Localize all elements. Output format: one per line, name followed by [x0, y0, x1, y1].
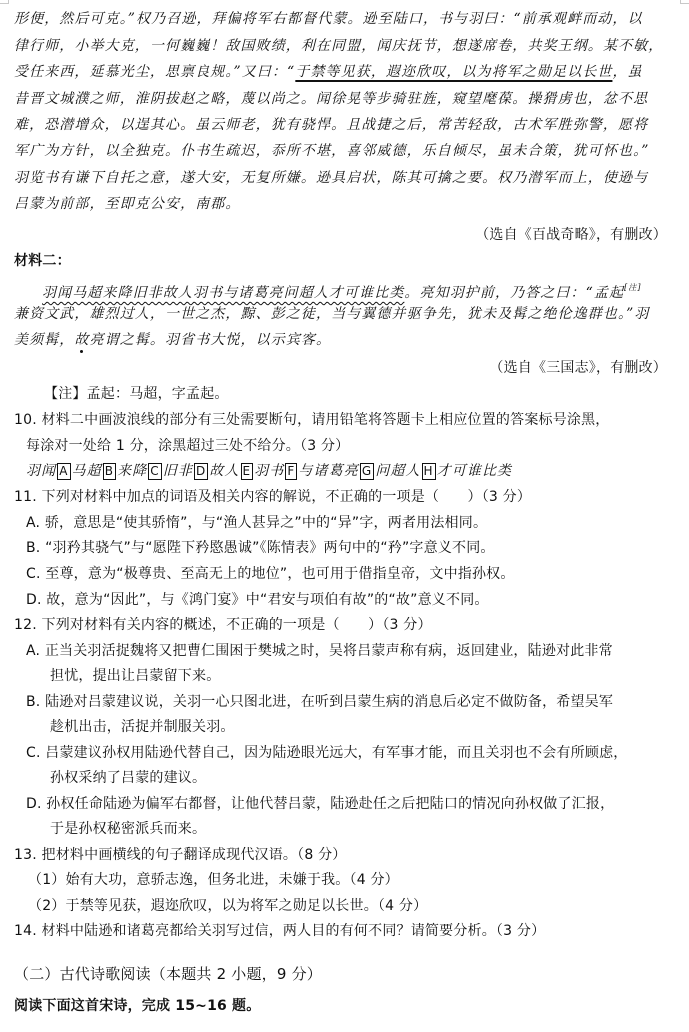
break-option-box[interactable]: F: [287, 464, 296, 478]
answer-option-b-cont: 趁机出击，活捉并制服关羽。: [50, 719, 235, 735]
material-heading: 材料二：: [14, 253, 71, 269]
answer-option-d[interactable]: D. 故，意为“因此”，与《鸿门宴》中“君安与项伯有故”的“故”意义不同。: [26, 592, 489, 608]
source-citation: （选自《百战奇略》，有删改）: [475, 227, 667, 243]
sentence-break-options: 羽闻 A 马超 B 来降 C 旧非 D 故人 E 羽书 F 与诸葛亮 G 问超人 H 才可谁比类: [26, 463, 513, 479]
answer-option-c-cont: 孙权采纳了吕蒙的建议。: [50, 770, 207, 786]
answer-option-c[interactable]: C. 至尊，意为“极尊贵、至高无上的地位”，也可用于借指皇帝，文中指孙权。: [26, 566, 515, 582]
answer-option-d[interactable]: D. 孙权任命陆逊为偏军右都督，让他代替吕蒙，陆逊赴任之后把陆口的情况向孙权做了汇报，: [26, 796, 615, 812]
question-stem: 11. 下列对材料中加点的词语及相关内容的解说，不正确的一项是（ ）（3 分）: [14, 489, 532, 505]
source-citation: （选自《三国志》，有删改）: [489, 360, 667, 376]
answer-option-b[interactable]: B. 陆逊对吕蒙建议说，关羽一心只图北进，在听到吕蒙生病的消息后必定不做防备，希望吴军: [26, 694, 614, 710]
sub-question-2: （2）于禁等见获，遐迩欣叹，以为将军之勋足以长世。（4 分）: [28, 898, 428, 914]
break-option-box[interactable]: B: [104, 464, 115, 478]
question-stem: 13. 把材料中画横线的句子翻译成现代汉语。（8 分）: [14, 847, 347, 863]
answer-option-a[interactable]: A. 骄，意思是“使其骄惰”，与“渔人甚异之”中的“异”字，两者用法相同。: [26, 515, 488, 531]
passage-line: 美须髯，故亮谓之髯。羽省书大悦，以示宾客。: [14, 332, 332, 348]
answer-option-a[interactable]: A. 正当关羽活捉魏将又把曹仁围困于樊城之时，吴将吕蒙声称有病，返回建业，陆逊对此非常: [26, 643, 613, 659]
break-option-box[interactable]: G: [361, 464, 373, 478]
section-instruction: 阅读下面这首宋诗，完成 15~16 题。: [14, 998, 261, 1014]
passage-line: 羽览书有谦下自托之意，遂大安，无复所嫌。逊具启状，陈其可擒之要。权乃潜军而上，使逊与: [14, 170, 649, 186]
passage-line: 难，恐潜增众，以逞其心。虽云师老，犹有骁悍。且战捷之后，常苦轻敌，古术军胜弥警，愿将: [14, 117, 649, 133]
break-option-box[interactable]: E: [242, 464, 252, 478]
passage-line: 吕蒙为前部，至即克公安，南郡。: [14, 196, 241, 212]
crop-mark-top-right: [680, 0, 689, 4]
answer-option-b[interactable]: B. “羽矜其骁气”与“愿陛下矜愍愚诚”《陈情表》两句中的“矜”字意义不同。: [26, 540, 495, 556]
question-stem: 12. 下列对材料有关内容的概述，不正确的一项是（ ）（3 分）: [14, 617, 432, 633]
answer-option-d-cont: 于是孙权秘密派兵而来。: [50, 821, 207, 837]
passage-line: 昔晋文城濮之师，淮阴拔赵之略，蔑以尚之。闻徐晃等步骑驻旌，窥望麾葆。操猾虏也，忿不思: [14, 91, 649, 107]
emphasis-dot-char: 故: [74, 332, 90, 348]
passage-line: 律行师，小举大克，一何巍巍！敌国败绩，利在同盟，闻庆抚节，想遂席卷，共奖王纲。某不敏，: [14, 38, 664, 54]
underlined-sentence: 于禁等见获，遐迩欣叹，以为将军之勋足以长世: [295, 64, 613, 80]
footnote-marker: [注]: [624, 283, 642, 292]
section-heading: （二）古代诗歌阅读（本题共 2 小题，9 分）: [14, 965, 322, 983]
footnote: 【注】孟起：马超，字孟起。: [44, 386, 229, 402]
break-option-box[interactable]: C: [150, 464, 160, 478]
question-stem: 14. 材料中陆逊和诸葛亮都给关羽写过信，两人目的有何不同？请简要分析。（3 分）: [14, 923, 546, 939]
break-option-box[interactable]: H: [423, 464, 434, 478]
passage-line: 兼资文武，雄烈过人，一世之杰，黥、彭之徒，当与翼德并驱争先，犹未及髯之绝伦逸群也。”羽: [14, 306, 650, 322]
wavy-underlined-text: 羽闻马超来降旧非故人羽书与诸葛亮问超人才可谁比类: [42, 285, 405, 301]
break-option-box[interactable]: D: [195, 464, 207, 478]
passage-line: 形便，然后可克。”权乃召逊，拜偏将军右都督代蒙。逊至陆口，书与羽曰：“前承观衅而动，以: [14, 11, 643, 27]
passage-line: 军广为方针，以全独克。仆书生疏迟，忝所不堪，喜邻威德，乐自倾尽，虽未合策，犹可怀也。”: [14, 143, 650, 159]
sub-question-1: （1）始有大功，意骄志逸，但务北进，未嫌于我。（4 分）: [28, 872, 399, 888]
passage-line: 受任来西，延慕光尘，思禀良规。”又曰：“于禁等见获，遐迩欣叹，以为将军之勋足以长世，虽: [14, 64, 643, 80]
question-stem: 每涂对一处给 1 分，涂黑超过三处不给分。（3 分）: [26, 438, 350, 454]
question-stem: 10. 材料二中画波浪线的部分有三处需要断句，请用铅笔将答题卡上相应位置的答案标号涂黑，: [14, 412, 610, 428]
passage-line: 羽闻马超来降旧非故人羽书与诸葛亮问超人才可谁比类。亮知羽护前，乃答之曰：“孟起[注]: [42, 283, 642, 301]
answer-option-a-cont: 担忧，提出让吕蒙留下来。: [50, 668, 221, 684]
break-option-box[interactable]: A: [59, 464, 69, 478]
crop-mark-top-left: [0, 0, 9, 4]
answer-option-c[interactable]: C. 吕蒙建议孙权用陆逊代替自己，因为陆逊眼光远大，有军事才能，而且关羽也不会有所顾虑，: [26, 745, 628, 761]
